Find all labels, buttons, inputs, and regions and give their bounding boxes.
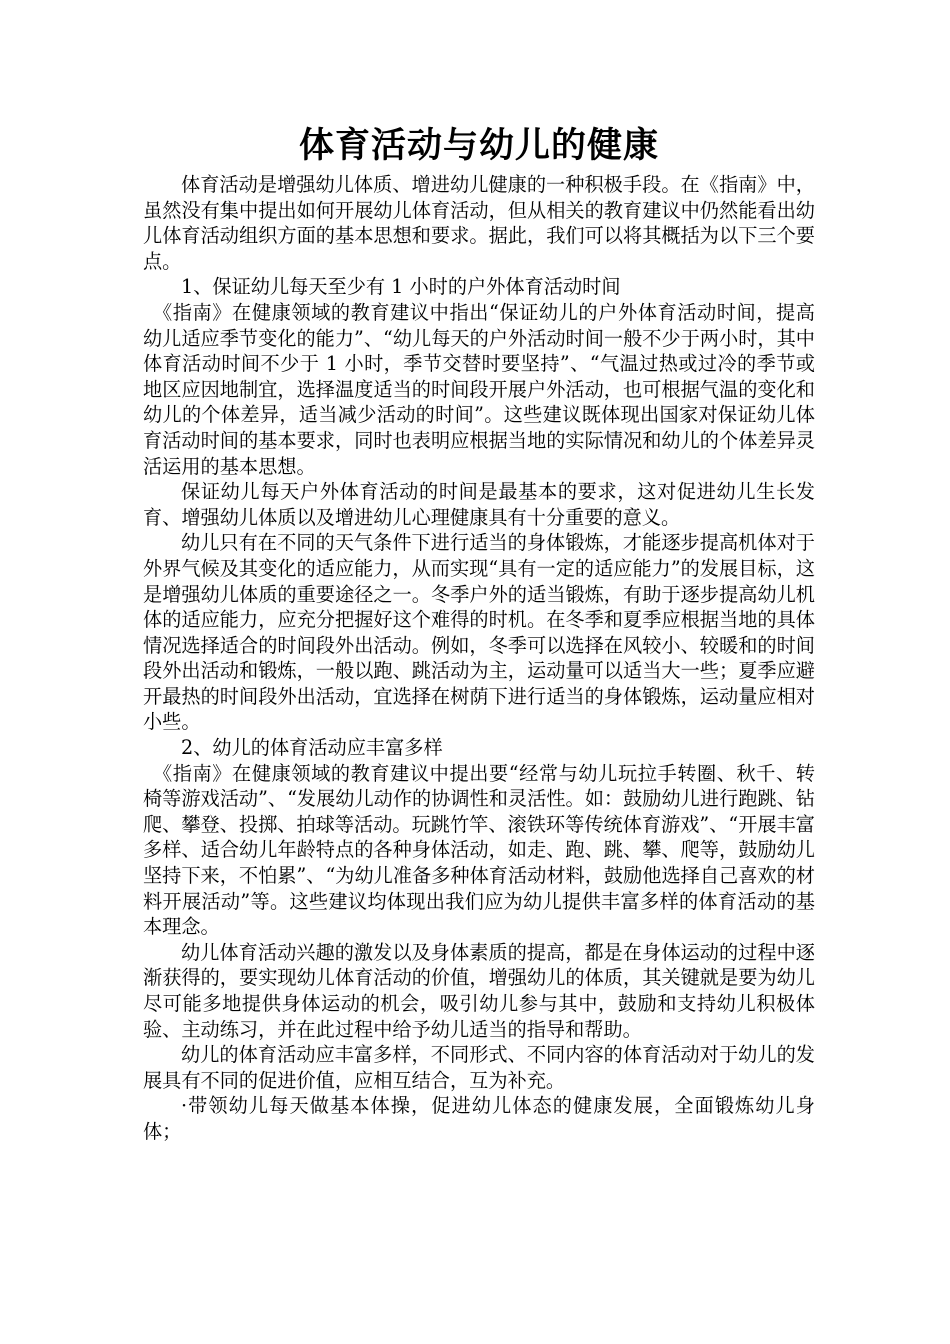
paragraph: 幼儿只有在不同的天气条件下进行适当的身体锻炼，才能逐步提高机体对于外界气候及其变化的适应能力，从而实现“具有一定的适应能力”的发展目标，这是增强幼儿体质的重要途径之一。冬季户外的适当锻炼，有助于逐步提高幼儿机体的适应能力，应充分把握好这个难得的时机。在冬季和夏季应根据当地的具体情况选择适合的时间段外出活动。例如，冬季可以选择在风较小、较暖和的时间段外出活动和锻炼，一般以跑、跳活动为主，运动量可以适当大一些；夏季应避开最热的时间段外出活动，宜选择在树荫下进行适当的身体锻炼，运动量应相对小些。 <box>143 531 815 734</box>
paragraph: 幼儿体育活动兴趣的激发以及身体素质的提高，都是在身体运动的过程中逐渐获得的，要实现幼儿体育活动的价值，增强幼儿的体质，其关键就是要为幼儿尽可能多地提供身体运动的机会，吸引幼儿参与其中，鼓励和支持幼儿积极体验、主动练习，并在此过程中给予幼儿适当的指导和帮助。 <box>143 940 815 1041</box>
section-heading-2: 2、幼儿的体育活动应丰富多样 <box>181 736 443 760</box>
paragraph: 《指南》在健康领域的教育建议中提出要“经常与幼儿玩拉手转圈、秋千、转椅等游戏活动”、“发展幼儿动作的协调性和灵活性。如：鼓励幼儿进行跑跳、钻爬、攀登、投掷、拍球等活动。玩跳竹竿、滚铁环等传统体育游戏”、“开展丰富多样、适合幼儿年龄特点的各种身体活动，如走、跑、跳、攀、爬等，鼓励幼儿坚持下来，不怕累”、“为幼儿准备多种体育活动材料，鼓励他选择自己喜欢的材料开展活动”等。这些建议均体现出我们应为幼儿提供丰富多样的体育活动的基本理念。 <box>143 761 815 939</box>
paragraph: 《指南》在健康领域的教育建议中指出“保证幼儿的户外体育活动时间，提高幼儿适应季节变化的能力”、“幼儿每天的户外活动时间一般不少于两小时，其中体育活动时间不少于 1 小时，季节交替时要坚持”、“气温过热或过冷的季节或地区应因地制宜，选择温度适当的时间段开展户外活动，也可根据气温的变化和幼儿的个体差异，适当减少活动的时间”。这些建议既体现出国家对保证幼儿体育活动时间的基本要求，同时也表明应根据当地的实际情况和幼儿的个体差异灵活运用的基本思想。 <box>143 300 815 478</box>
paragraph: 幼儿的体育活动应丰富多样，不同形式、不同内容的体育活动对于幼儿的发展具有不同的促进价值，应相互结合，互为补充。 <box>143 1043 815 1092</box>
paragraph-intro: 体育活动是增强幼儿体质、增进幼儿健康的一种积极手段。在《指南》中，虽然没有集中提出如何开展幼儿体育活动，但从相关的教育建议中仍然能看出幼儿体育活动组织方面的基本思想和要求。据此，我们可以将其概括为以下三个要点。 <box>143 173 815 273</box>
document-body <box>143 122 815 1145</box>
paragraph: 保证幼儿每天户外体育活动的时间是最基本的要求，这对促进幼儿生长发育、增强幼儿体质以及增进幼儿心理健康具有十分重要的意义。 <box>143 480 815 529</box>
document-title: 体育活动与幼儿的健康 <box>298 126 659 166</box>
section-heading-1: 1、保证幼儿每天至少有 1 小时的户外体育活动时间 <box>181 275 621 299</box>
list-item: ·带领幼儿每天做基本体操，促进幼儿体态的健康发展，全面锻炼幼儿身体； <box>143 1094 815 1143</box>
